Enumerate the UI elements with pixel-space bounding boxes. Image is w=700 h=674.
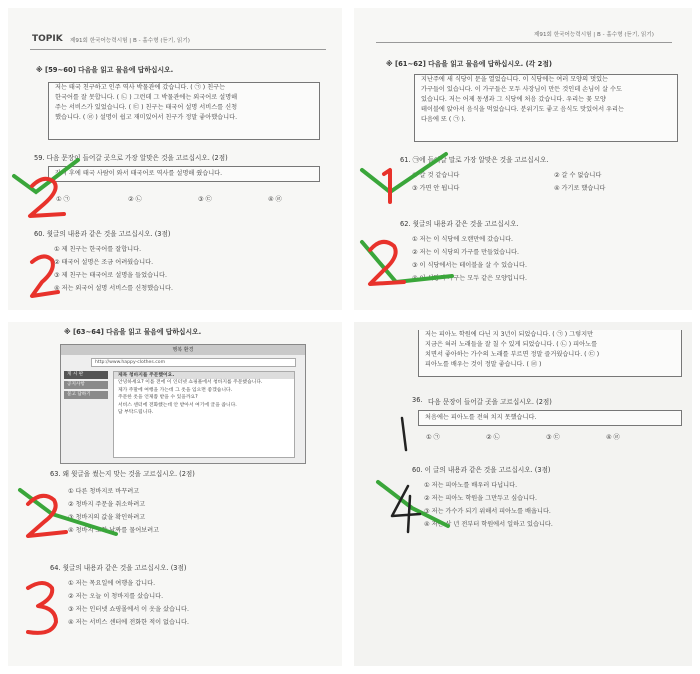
q-option-4[interactable]: ④ ㉣ [606,434,620,441]
question-box [418,410,682,426]
q60-option-1[interactable]: ① 저는 피아노를 배우러 다닙니다. [424,482,518,489]
passage-line: 저는 피아노 학원에 다닌 지 3년이 되었습니다. ( ㉠ ) 그렇지만 [425,331,594,338]
q60-option-3[interactable]: ③ 저는 가수가 되기 위해서 피아노를 배웁니다. [424,508,551,515]
q62-option-4[interactable]: ④ 이 식당의 가구는 모두 같은 모양입니다. [412,275,527,282]
question-63: 63. 왜 윗글을 썼는지 맞는 것을 고르십시오. (2점) [50,470,195,478]
q59-option-1[interactable]: ① ㉠ [56,196,70,203]
q59-option-3[interactable]: ③ ㉢ [198,196,212,203]
header-divider [376,42,672,43]
q64-option-2[interactable]: ② 저는 오늘 이 청바지를 샀습니다. [68,593,164,600]
q60-option-4[interactable]: ④ 저는 삼 년 전부터 학원에서 일하고 있습니다. [424,521,553,528]
browser-window [60,344,306,464]
exam-page-59-60 [8,8,342,310]
q-option-1[interactable]: ① ㉠ [426,434,440,441]
passage-line: 했습니다. ( ㉣ ) 설명이 쉽고 재미있어서 친구가 정말 좋아했습니다. [55,114,238,121]
passage-line: 치면서 좋아하는 가수의 노래를 부르면 정말 즐거웠습니다. ( ㉢ ) [425,351,600,358]
q63-option-4[interactable]: ④ 청바지 도착 날짜를 물어보려고 [68,527,160,534]
post-line: 주문한 옷을 언제쯤 받을 수 있을까요? [118,395,198,401]
sidebar-item-board[interactable]: 게 시 판 [64,371,108,379]
red-handwritten-1 [374,166,404,206]
question-sentence: 처음에는 피아노를 전혀 치지 못했습니다. [425,414,537,421]
passage-line: 테이블에 앉아서 음식을 먹었습니다. 분위기도 좋고 음식도 맛있어서 우리는 [421,106,624,113]
q61-option-4[interactable]: ④ 가기로 했습니다 [554,185,606,192]
q60-option-2[interactable]: ② 태국어 설명은 조금 어려웠습니다. [54,259,154,266]
q64-option-1[interactable]: ① 저는 목요일에 여행을 갑니다. [68,580,156,587]
q62-option-2[interactable]: ② 저는 이 식당의 가구를 만들었습니다. [412,249,520,256]
question-64: 64. 윗글의 내용과 같은 것을 고르십시오. (3점) [50,564,187,572]
question-60: 60. 이 글의 내용과 같은 것을 고르십시오. (3점) [412,466,551,474]
red-handwritten-2 [362,236,410,290]
q60-option-4[interactable]: ④ 저는 외국어 설명 서비스를 신청했습니다. [54,285,173,292]
sidebar-item-qna[interactable]: 묻고 답하기 [64,391,108,399]
exam-page-63-64 [8,322,342,666]
q63-option-3[interactable]: ③ 청바지의 값을 확인하려고 [68,514,146,521]
q64-option-3[interactable]: ③ 저는 인터넷 쇼핑몰에서 이 옷을 샀습니다. [68,606,189,613]
passage-line: 다음에 또 ( ㉠ ). [421,116,466,123]
passage-line: 한국어를 잘 못합니다. ( ㉡ ) 그런데 그 박물관에는 외국어로 설명해 [55,94,238,101]
passage-line: 지금은 혀러 노래들을 잘 칠 수 있게 되었습니다. ( ㉡ ) 피아노를 [425,341,598,348]
post-line: 안녕하세요? 이틀 전에 이 인터넷 쇼핑몰에서 청바지를 주문했습니다. [118,380,263,386]
exam-page-piano [354,322,692,666]
passage-line: 주는 서비스가 있었습니다. ( ㉢ ) 친구는 태국어 설명 서비스를 신청 [55,104,238,111]
question-59-sentence: 잠시 후에 태국 사람이 와서 태국어로 역사를 설명해 줬습니다. [55,170,223,177]
q63-option-2[interactable]: ② 청바지 주문을 취소하려고 [68,501,146,508]
passage-line: 피아노를 배우는 것이 정말 좋습니다. ( ㉣ ) [425,361,542,368]
passage-line: 지난주에 새 식당이 문을 열었습니다. 이 식당에는 여러 모양의 멋있는 [421,76,609,83]
q61-option-1[interactable]: ① 갈 것 같습니다 [412,172,460,179]
reading-passage-box [414,74,678,142]
q61-option-3[interactable]: ③ 가면 안 됩니다 [412,185,460,192]
passage-line: 저는 태국 친구하고 인주 역사 박물관에 갔습니다. ( ㉠ ) 친구는 [55,84,226,91]
question-60: 60. 윗글의 내용과 같은 것을 고르십시오. (3점) [34,230,171,238]
page-header: 제91회 한국어능력시험 | B - 홀수형 (듣기, 읽기) [70,38,190,44]
post-line: 답 부탁드립니다. [118,410,154,416]
reading-passage-box [48,82,320,140]
question-number: 36. [412,396,423,404]
post-subject: 제목 청바지를 주문했어요. [114,372,294,379]
q59-option-4[interactable]: ④ ㉣ [268,196,282,203]
q59-option-2[interactable]: ② ㉡ [128,196,142,203]
red-handwritten-2 [20,490,72,542]
section-title: ※ [59~60] 다음을 읽고 물음에 답하십시오. [36,66,174,74]
board-sidebar [64,371,108,401]
question-prompt: 다음 문장이 들어갈 곳을 고르십시오. (2점) [428,398,552,406]
header-divider [30,49,326,50]
passage-line: 있습니다. 저는 어제 동생과 그 식당에 처음 갔습니다. 우리는 꽃 모양 [421,96,606,103]
question-62: 62. 윗글의 내용과 같은 것을 고르십시오. [400,220,519,228]
q63-option-1[interactable]: ① 다른 청바지로 바꾸려고 [68,488,140,495]
q-option-2[interactable]: ② ㉡ [486,434,500,441]
browser-title: 행복 환경 [61,345,305,355]
topik-logo: TOPIK [32,34,63,44]
post-line: 서비스 센터에 전화했는데 안 받아서 여기에 글을 씁니다. [118,402,237,408]
q62-option-3[interactable]: ③ 이 식당에서는 테이블을 살 수 있습니다. [412,262,527,269]
page-header: 제91회 한국어능력시험 | B - 홀수형 (듣기, 읽기) [534,32,654,38]
q-option-3[interactable]: ③ ㉢ [546,434,560,441]
reading-passage-box [418,330,682,377]
passage-line: 가구들이 있습니다. 이 가구들은 모두 사장님이 만든 것인데 손님이 살 수도 [421,86,622,93]
post-content [113,371,295,458]
exam-page-61-62 [354,8,692,310]
q62-option-1[interactable]: ① 저는 이 식당에 오랜만에 갔습니다. [412,236,514,243]
q64-option-4[interactable]: ④ 저는 서비스 센터에 전화한 적이 없습니다. [68,619,189,626]
question-59: 59. 다음 문장이 들어갈 곳으로 가장 알맞은 것을 고르십시오. (2점) [34,154,228,162]
dark-handwritten-1 [394,414,414,454]
q61-option-2[interactable]: ② 갈 수 없습니다 [554,172,602,179]
section-title: ※ [61~62] 다음을 읽고 물음에 답하십시오. (각 2점) [386,60,553,68]
section-title: ※ [63~64] 다음을 읽고 물음에 답하십시오. [64,328,202,336]
q60-option-1[interactable]: ① 제 친구는 한국어를 잘합니다. [54,246,142,253]
sidebar-item-notice[interactable]: 공지사항 [64,381,108,389]
red-handwritten-3 [22,578,66,642]
question-59-box [48,166,320,182]
q60-option-2[interactable]: ② 저는 피아노 학원을 그만두고 싶습니다. [424,495,537,502]
post-line: 제가 주말에 여행을 가는데 그 옷을 입으면 좋겠습니다. [118,387,233,393]
q60-option-3[interactable]: ③ 제 친구는 태국어로 설명을 들었습니다. [54,272,167,279]
address-bar[interactable]: http://www.happy-clothes.com [91,358,296,367]
question-61: 61. ㉠에 들어갈 말로 가장 알맞은 것을 고르십시오. [400,156,549,164]
